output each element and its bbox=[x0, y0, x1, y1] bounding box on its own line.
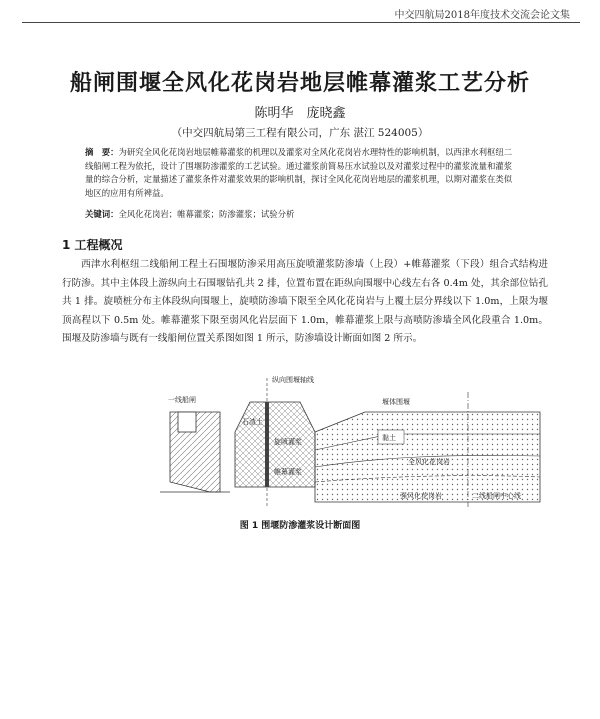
keywords bbox=[85, 208, 517, 220]
label-jet-grouting: 旋喷灌浆 bbox=[274, 438, 302, 446]
label-curtain: 帷幕灌浆 bbox=[274, 468, 302, 476]
label-clay: 黏土 bbox=[382, 434, 396, 442]
keywords-text: 全风化花岗岩；帷幕灌浆；防渗灌浆；试验分析 bbox=[118, 209, 295, 219]
label-second-centerline: 二线船闸中心线 bbox=[472, 492, 521, 500]
label-existing-lock: 一线船闸 bbox=[168, 396, 196, 404]
authors: 陈明华 庞晓鑫 bbox=[254, 106, 346, 121]
right-embankment bbox=[315, 412, 540, 502]
existing-lock-structure bbox=[160, 412, 230, 492]
abstract bbox=[85, 146, 517, 200]
label-longitudinal-axis: 纵向围堰轴线 bbox=[272, 376, 314, 384]
keywords-label: 关键词： bbox=[85, 209, 119, 219]
cross-section-figure bbox=[150, 372, 550, 512]
affiliation: （中交四航局第三工程有限公司，广东 湛江 524005） bbox=[171, 127, 429, 139]
figure-caption: 图 1 围堰防渗灌浆设计断面图 bbox=[239, 521, 361, 531]
header-rule bbox=[22, 22, 580, 23]
label-cofferdam: 堰体围堰 bbox=[382, 398, 410, 406]
section-heading: 1 工程概况 bbox=[62, 238, 123, 252]
abstract-label: 摘 要： bbox=[85, 147, 119, 157]
abstract-text: 为研究全风化花岗岩地层帷幕灌浆的机理以及灌浆对全风化花岗岩水理特性的影响机制，以西津水利枢纽二线船闸工程为依托，设计了围堰防渗灌浆的工艺试验。通过灌浆前简易压水试验以及对灌浆过程中的灌浆流量和灌浆量的综合分析，定量描述了灌浆条件对灌浆效果的影响机制，探讨全风化花岗岩地层的灌浆机理，以期对灌浆在类似地区的应用有所裨益。 bbox=[85, 147, 513, 198]
label-weathered-line: 强风化花岗岩 bbox=[400, 492, 442, 500]
section-paragraph: 西津水利枢纽二线船闸工程土石围堰防渗采用高压旋喷灌浆防渗墙（上段）+帷幕灌浆（下段）组合式结构进行防渗。其中主体段上游纵向土石围堰钻孔共 2 排，位置布置在距纵向围堰中心线左右各 0.4m 处，其余部位钻孔共 1 排。旋喷桩分布主体段纵向围堰上，旋喷防渗墙下限至全风化花岗岩与上覆土层分界线以下 1.0m，上限为堰顶高程以下 0.5m 处。帷幕灌浆下限至弱风化岩层面下 1.0m，帷幕灌浆上限与高喷防渗墙全风化段重合 1.0m。围堰及防渗墙与既有一线船闸位置关系图如图 1 所示，防渗墙设计断面如图 2 所示。 bbox=[62, 259, 548, 345]
paper-title: 船闸围堰全风化花岗岩地层帷幕灌浆工艺分析 bbox=[69, 71, 530, 96]
label-riprap: 石渣土 bbox=[242, 418, 263, 426]
running-header: 中交四航局2018年度技术交流会论文集 bbox=[394, 10, 570, 21]
label-fully-weathered: 全风化花岗岩 bbox=[408, 458, 450, 466]
